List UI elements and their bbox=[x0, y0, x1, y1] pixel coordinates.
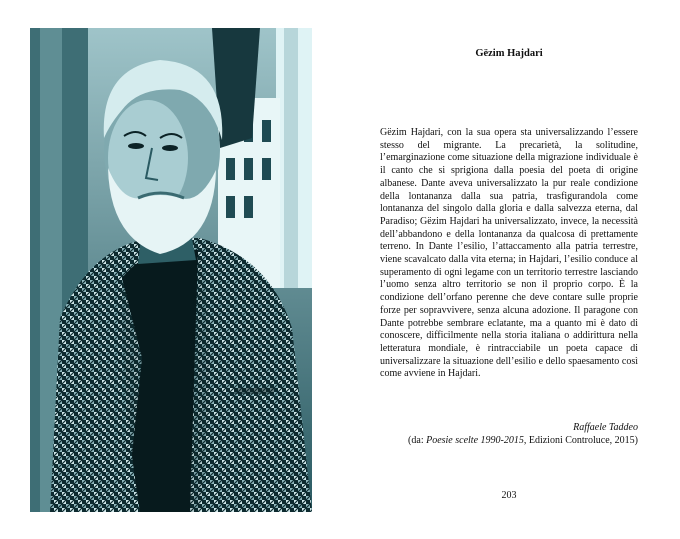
source-prefix: (da: bbox=[408, 435, 427, 446]
author-signature: Raffaele Taddeo bbox=[573, 422, 638, 433]
body-paragraph: Gëzim Hajdari, con la sua opera sta universalizzando l’essere stesso del migrante. La precarietà, la solitudine, l’emarginazione come situazione della migrazione individuale è il canto che si sprigiona dalla poesia del poeta di origine albanese. Dante aveva universalizzato la pur reale condizione della lontananza dalla sua patria, trasfigurandola come lontananza del singolo dalla gloria e dalla salvezza eterna, dal Paradiso; Gëzim Hajdari ha universalizzato, invece, la necessità dell’abbandono e della lontananza da qualcosa di prettamente terreno. In Dante l’esilio, l’attaccamento alla patria terrestre, viene scavalcato dalla vita eterna; in Hajdari, l’esilio conduce al superamento di ogni legame con un territorio terrestre lasciando l’uomo senza altro territorio se non il proprio corpo. È la condizione dell’orfano perenne che deve contare sulle proprie forze per sopravvivere, senza alcuna adozione. Il paragone con Dante potrebbe sembrare eclatante, ma a quanto mi è dato di conoscere, difficilmente nella storia italiana o addirittura nella letteratura mondiale, è rintracciabile un poeta capace di universalizzare la situazione dell’esilio e dello spaesamento così come avviene in Hajdari. bbox=[380, 127, 638, 380]
portrait-illustration bbox=[30, 28, 312, 512]
author-portrait-photo bbox=[30, 28, 312, 512]
source-suffix: , Edizioni Controluce, 2015) bbox=[523, 435, 638, 446]
page-number: 203 bbox=[501, 490, 517, 501]
source-title: Poesie scelte 1990-2015 bbox=[426, 435, 524, 446]
source-citation bbox=[380, 435, 638, 446]
page-title: Gëzim Hajdari bbox=[475, 48, 543, 59]
